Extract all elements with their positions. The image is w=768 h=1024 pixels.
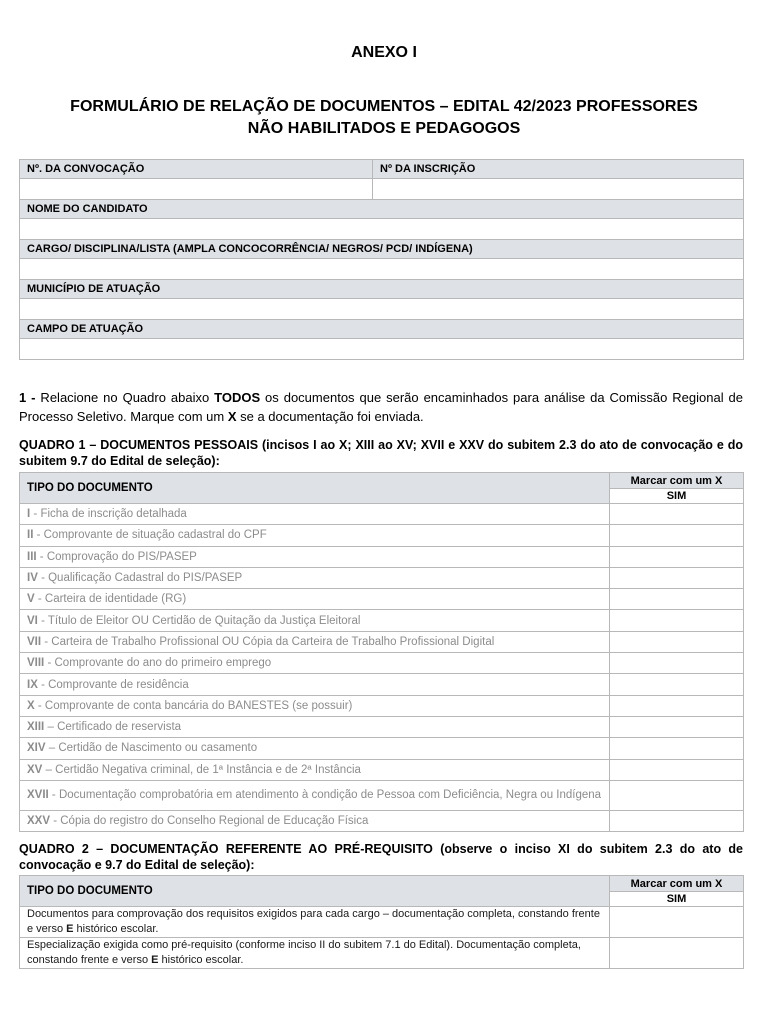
quadro1-col-sim: SIM: [610, 489, 744, 504]
document-separator: -: [41, 635, 52, 648]
document-text-b: histórico escolar.: [73, 923, 159, 935]
document-separator: -: [36, 550, 47, 563]
mark-x-cell[interactable]: [610, 695, 744, 716]
campo-field[interactable]: [20, 339, 744, 360]
document-name: Certidão Negativa criminal, de 1ª Instância e de 2ª Instância: [55, 763, 361, 776]
document-separator: -: [48, 788, 59, 801]
mark-x-cell[interactable]: [610, 810, 744, 831]
quadro1-col-marcar: Marcar com um X: [610, 473, 744, 489]
mark-x-cell[interactable]: [610, 716, 744, 737]
document-type-cell: [20, 567, 610, 588]
candidate-info-table: [19, 159, 744, 360]
table-row: [20, 738, 744, 759]
intro-number: 1 -: [19, 390, 36, 405]
quadro1-col-tipo: TIPO DO DOCUMENTO: [20, 473, 610, 504]
document-type-cell: [20, 695, 610, 716]
intro-text-2: os documentos que serão encaminhados para análise da Comissão Regional de Processo Seletivo. Marque com um: [19, 390, 743, 424]
document-number: IX: [27, 678, 38, 691]
document-name: Comprovante de conta bancária do BANESTES (se possuir): [44, 699, 353, 712]
mark-x-cell[interactable]: [610, 780, 744, 810]
document-type-cell: [20, 780, 610, 810]
table-row: [20, 810, 744, 831]
cargo-label: CARGO/ DISCIPLINA/LISTA (AMPLA CONCOCORRÊNCIA/ NEGROS/ PCD/ INDÍGENA): [20, 240, 744, 259]
table-row: [20, 780, 744, 810]
table-row: [20, 695, 744, 716]
table-row: [20, 759, 744, 780]
document-separator: –: [44, 721, 58, 734]
document-separator: –: [42, 763, 56, 776]
quadro1-title: QUADRO 1 – DOCUMENTOS PESSOAIS (incisos I ao X; XIII ao XV; XVII e XXV do subitem 2.3 do ato de convocação e do subitem 9.7 do Edital de seleção):: [19, 438, 743, 468]
document-name: Título de Eleitor OU Certidão de Quitação da Justiça Eleitoral: [47, 614, 361, 627]
table-row: [20, 525, 744, 546]
quadro2-col-tipo: TIPO DO DOCUMENTO: [20, 876, 610, 907]
document-text-b: histórico escolar.: [158, 954, 244, 966]
mark-x-cell[interactable]: [610, 653, 744, 674]
document-number: I: [27, 508, 31, 521]
document-type-cell: [20, 938, 610, 969]
document-number: XV: [27, 763, 43, 776]
document-name: Carteira de identidade (RG): [44, 593, 187, 606]
table-row: [20, 674, 744, 695]
form-title: FORMULÁRIO DE RELAÇÃO DE DOCUMENTOS – EDITAL 42/2023 PROFESSORES NÃO HABILITADOS E PEDAGOGOS: [70, 98, 698, 137]
document-separator: –: [45, 742, 59, 755]
mark-x-cell[interactable]: [610, 631, 744, 652]
document-type-cell: [20, 716, 610, 737]
document-name: Comprovante de situação cadastral do CPF: [43, 529, 267, 542]
mark-x-cell[interactable]: [610, 738, 744, 759]
table-row: [20, 631, 744, 652]
intro-bold-x: X: [227, 409, 237, 424]
table-row: [20, 567, 744, 588]
table-row: [20, 653, 744, 674]
table-row: [20, 504, 744, 525]
mark-x-cell[interactable]: [610, 504, 744, 525]
document-name: Cópia do registro do Conselho Regional de Educação Física: [60, 815, 369, 827]
document-name: Comprovante do ano do primeiro emprego: [54, 657, 272, 670]
municipio-label: MUNICÍPIO DE ATUAÇÃO: [20, 280, 744, 299]
mark-x-cell[interactable]: [610, 546, 744, 567]
table-row: [20, 546, 744, 567]
document-separator: -: [37, 614, 48, 627]
mark-x-cell[interactable]: [610, 759, 744, 780]
document-separator: -: [34, 593, 45, 606]
document-name: Certidão de Nascimento ou casamento: [58, 742, 258, 755]
document-type-cell: [20, 546, 610, 567]
document-number: III: [27, 550, 37, 563]
intro-bold-todos: TODOS: [214, 390, 261, 405]
document-number: IV: [27, 572, 38, 585]
document-name: Carteira de Trabalho Profissional OU Cópia da Carteira de Trabalho Profissional Digital: [51, 635, 495, 648]
document-separator: -: [50, 815, 61, 827]
document-name: Documentação comprobatória em atendimento à condição de Pessoa com Deficiência, Negra ou Indígena: [58, 788, 602, 801]
cargo-field[interactable]: [20, 259, 744, 280]
annex-title: ANEXO I: [351, 44, 417, 61]
document-number: VI: [27, 614, 38, 627]
mark-x-cell[interactable]: [610, 938, 744, 969]
mark-x-cell[interactable]: [610, 589, 744, 610]
document-text-a: Documentos para comprovação dos requisitos exigidos para cada cargo – documentação completa, constando frente e verso: [27, 908, 600, 935]
campo-label: CAMPO DE ATUAÇÃO: [20, 320, 744, 339]
document-number: XIII: [27, 721, 45, 734]
document-type-cell: [20, 674, 610, 695]
table-row: [20, 589, 744, 610]
document-number: VIII: [27, 657, 45, 670]
table-row: [20, 716, 744, 737]
document-number: XIV: [27, 742, 46, 755]
mark-x-cell[interactable]: [610, 907, 744, 938]
document-number: XXV: [27, 815, 51, 827]
document-text-a: Especialização exigida como pré-requisito (conforme inciso II do subitem 7.1 do Edital). Documentação completa, constando frente e verso: [27, 939, 581, 966]
table-row: [20, 907, 744, 938]
quadro2-table: [19, 875, 744, 969]
document-number: VII: [27, 635, 42, 648]
document-name: Ficha de inscrição detalhada: [40, 508, 187, 521]
quadro2-col-sim: SIM: [610, 892, 744, 907]
document-separator: -: [37, 572, 49, 585]
intro-text-3: se a documentação foi enviada.: [236, 409, 424, 424]
intro-text-1: Relacione no Quadro abaixo: [35, 390, 215, 405]
document-type-cell: [20, 653, 610, 674]
instructions-paragraph: [19, 388, 743, 426]
document-type-cell: [20, 504, 610, 525]
document-type-cell: [20, 907, 610, 938]
convocacao-field[interactable]: [20, 179, 373, 200]
table-row: [20, 610, 744, 631]
document-type-cell: [20, 589, 610, 610]
document-type-cell: [20, 631, 610, 652]
document-separator: -: [34, 699, 45, 712]
nome-label: NOME DO CANDIDATO: [20, 200, 744, 219]
document-number: X: [27, 699, 35, 712]
municipio-field[interactable]: [20, 299, 744, 320]
document-type-cell: [20, 738, 610, 759]
document-name: Comprovação do PIS/PASEP: [46, 550, 197, 563]
document-number: XVII: [27, 788, 49, 801]
document-name: Certificado de reservista: [57, 721, 182, 734]
document-text-bold: E: [151, 954, 159, 966]
document-separator: -: [33, 529, 44, 542]
quadro1-table: [19, 472, 744, 832]
mark-x-cell[interactable]: [610, 567, 744, 588]
document-name: Comprovante de residência: [48, 678, 189, 691]
document-number: V: [27, 593, 35, 606]
document-separator: -: [44, 657, 55, 670]
nome-field[interactable]: [20, 219, 744, 240]
document-name: Qualificação Cadastral do PIS/PASEP: [48, 572, 243, 585]
mark-x-cell[interactable]: [610, 610, 744, 631]
quadro2-title: QUADRO 2 – DOCUMENTAÇÃO REFERENTE AO PRÉ-REQUISITO (observe o inciso XI do subitem 2.3 do ato de convocação e 9.7 do Edital de seleção):: [19, 842, 743, 872]
document-type-cell: [20, 525, 610, 546]
quadro2-col-marcar: Marcar com um X: [610, 876, 744, 892]
mark-x-cell[interactable]: [610, 525, 744, 546]
document-type-cell: [20, 810, 610, 831]
document-type-cell: [20, 759, 610, 780]
table-row: [20, 938, 744, 969]
inscricao-label: Nº DA INSCRIÇÃO: [373, 160, 744, 179]
document-number: II: [27, 529, 34, 542]
document-type-cell: [20, 610, 610, 631]
document-separator: -: [37, 678, 49, 691]
convocacao-label: Nº. DA CONVOCAÇÃO: [20, 160, 373, 179]
document-text-bold: E: [66, 923, 74, 935]
mark-x-cell[interactable]: [610, 674, 744, 695]
document-separator: -: [30, 508, 41, 521]
inscricao-field[interactable]: [373, 179, 744, 200]
